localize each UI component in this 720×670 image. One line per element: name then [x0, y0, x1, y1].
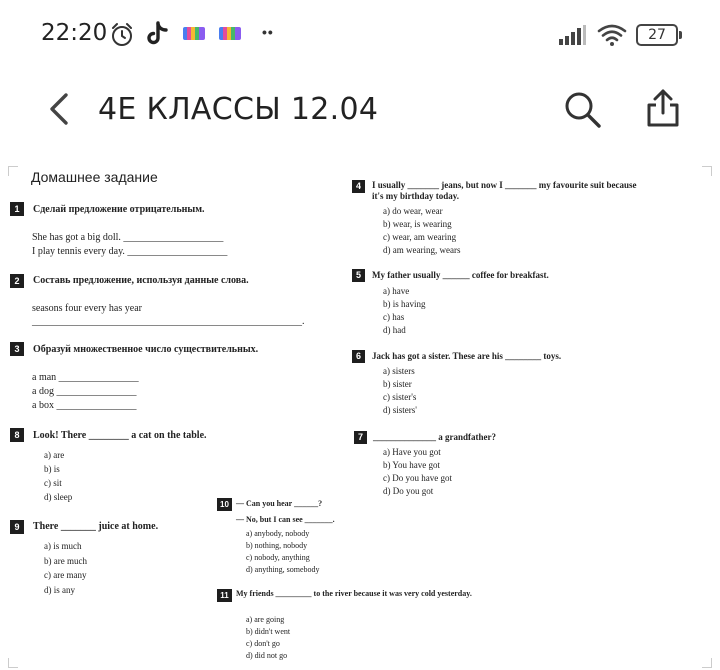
task-number: 6: [352, 350, 365, 363]
document-heading: Домашнее задание: [31, 169, 158, 185]
answer-option: a) are going: [246, 615, 285, 624]
answer-option: c) sister's: [383, 392, 417, 402]
answer-option: c) Do you have got: [383, 473, 452, 483]
task-line: ______________________________________________________.: [32, 316, 305, 327]
task-number: 8: [10, 428, 24, 442]
task-question: ______________ a grandfather?: [373, 432, 496, 442]
status-bar: [0, 0, 720, 70]
crop-mark: [702, 658, 712, 668]
notification-app-icon: [219, 27, 241, 40]
tiktok-icon: [147, 21, 169, 47]
answer-option: d) anything, somebody: [246, 565, 320, 574]
task-line: I play tennis every day. ____________________: [32, 246, 228, 257]
task-question: There _______ juice at home.: [33, 521, 159, 532]
crop-mark: [702, 166, 712, 176]
signal-icon: [558, 25, 586, 45]
task-line: a man ________________: [32, 372, 139, 383]
task-number: 5: [352, 269, 365, 282]
answer-option: a) sisters: [383, 366, 415, 376]
answer-option: c) nobody, anything: [246, 553, 310, 562]
task-line: seasons four every has year: [32, 303, 142, 314]
answer-option: a) anybody, nobody: [246, 529, 310, 538]
alarm-clock-icon: [110, 22, 134, 48]
task-line: a dog ________________: [32, 386, 137, 397]
task-number: 10: [217, 498, 232, 511]
task-question: Jack has got a sister. These are his ________ toys.: [372, 351, 562, 361]
answer-option: b) You have got: [383, 460, 441, 470]
answer-option: b) didn't went: [246, 627, 291, 636]
task-number: 7: [354, 431, 367, 444]
answer-option: a) is much: [44, 541, 82, 551]
answer-option: a) are: [44, 450, 65, 460]
answer-option: c) sit: [44, 478, 62, 488]
task-question: Look! There ________ a cat on the table.: [33, 430, 207, 441]
answer-option: b) is: [44, 464, 60, 474]
task-line: She has got a big doll. ____________________: [32, 232, 224, 243]
answer-option: b) wear, is wearing: [383, 219, 452, 229]
answer-option: a) have: [383, 286, 410, 296]
crop-mark: [8, 658, 18, 668]
answer-option: b) are much: [44, 555, 87, 566]
status-time: 22:20: [41, 20, 108, 46]
share-icon[interactable]: [645, 88, 681, 128]
answer-option: d) had: [383, 325, 406, 335]
document-page: [0, 158, 720, 670]
battery-level: 27: [648, 27, 666, 43]
answer-option: c) has: [383, 312, 405, 322]
answer-option: d) am wearing, wears: [383, 245, 461, 255]
page-title: 4Е КЛАССЫ 12.04: [98, 92, 379, 127]
answer-option: d) sleep: [44, 492, 73, 502]
more-notifications-icon: ••: [262, 24, 274, 40]
answer-option: b) is having: [383, 299, 426, 309]
answer-option: b) sister: [383, 379, 412, 389]
answer-option: a) Have you got: [383, 447, 441, 457]
task-number: 4: [352, 180, 365, 193]
crop-mark: [8, 166, 18, 176]
answer-option: b) nothing, nobody: [246, 541, 308, 550]
task-number: 11: [217, 589, 232, 602]
task-line: a box ________________: [32, 400, 137, 411]
task-question: — Can you hear ______?: [236, 499, 323, 508]
task-number: 9: [10, 520, 24, 534]
task-number: 1: [10, 202, 24, 216]
answer-option: d) Do you got: [383, 486, 434, 496]
task-question: I usually _______ jeans, but now I _______ my favourite suit because it's my birthday today.: [372, 180, 637, 201]
answer-option: d) is any: [44, 584, 75, 595]
answer-option: c) are many: [44, 570, 87, 580]
task-question: My friends _________ to the river because it was very cold yesterday.: [236, 589, 472, 598]
back-arrow-icon[interactable]: [46, 92, 72, 126]
answer-option: c) wear, am wearing: [383, 232, 457, 242]
wifi-icon: [597, 23, 627, 47]
search-icon[interactable]: [564, 91, 602, 129]
task-number: 3: [10, 342, 24, 356]
notification-app-icon: [183, 27, 205, 40]
task-question: Составь предложение, используя данные слова.: [33, 275, 249, 286]
task-question: My father usually ______ coffee for breakfast.: [372, 270, 549, 280]
task-number: 2: [10, 274, 24, 288]
answer-option: c) don't go: [246, 639, 280, 648]
task-question: Сделай предложение отрицательным.: [33, 204, 205, 215]
answer-option: a) do wear, wear: [383, 206, 443, 216]
answer-option: d) did not go: [246, 651, 288, 660]
task-question: Образуй множественное число существительных.: [33, 344, 259, 355]
answer-option: d) sisters': [383, 405, 417, 415]
task-subline: — No, but I can see _______.: [236, 515, 335, 524]
battery-indicator: [636, 24, 678, 46]
